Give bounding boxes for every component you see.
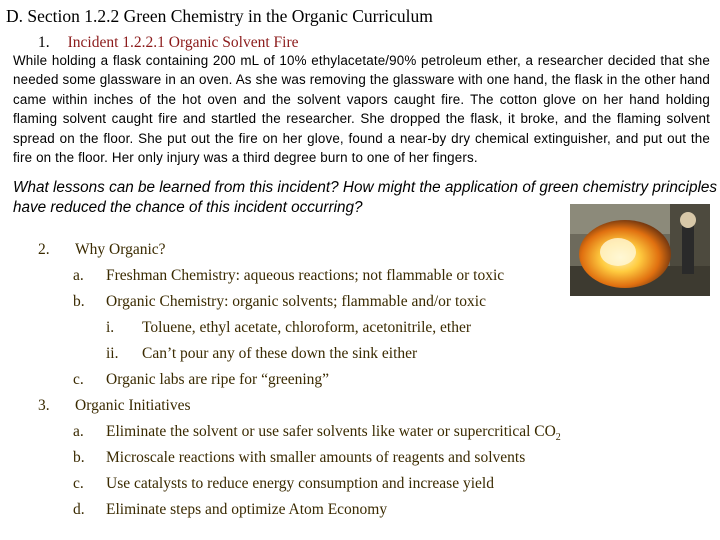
list-marker: c. (73, 475, 84, 492)
list-marker: b. (73, 449, 85, 466)
list-marker: a. (73, 423, 84, 440)
why-organic-heading: Why Organic? (75, 241, 166, 258)
list-marker: ii. (106, 345, 119, 362)
list-marker: b. (73, 293, 85, 310)
list-item (106, 423, 561, 443)
initiatives-heading: Organic Initiatives (75, 397, 191, 414)
list-marker: d. (73, 501, 85, 518)
initiatives-number: 3. (38, 397, 50, 414)
section-title: D. Section 1.2.2 Green Chemistry in the Organic Curriculum (6, 6, 433, 26)
list-marker: c. (73, 371, 84, 388)
list-item: Organic Chemistry: organic solvents; flammable and/or toxic (106, 293, 486, 310)
list-marker: a. (73, 267, 84, 284)
incident-paragraph: While holding a flask containing 200 mL of 10% ethylacetate/90% petroleum ether, a researcher decided that she needed some glassware in an oven. As she was removing the glassware with one hand, the flask in the other hand came within inches of the hot oven and the solvent vapors caught fire. The cotton glove on her hand holding flaming solvent caught fire and startled the researcher. She dropped the flask, it broke, and the flaming solvent spread on the floor. She put out the fire on her glove, found a near-by dry chemical extinguisher, and put out the fire on the floor. Her only injury was a third degree burn to one of her fingers. (13, 53, 710, 166)
list-item: Microscale reactions with smaller amounts of reagents and solvents (106, 449, 526, 466)
incident-title: Incident 1.2.2.1 Organic Solvent Fire (67, 34, 299, 51)
list-item: Toluene, ethyl acetate, chloroform, acetonitrile, ether (142, 319, 471, 336)
lab-fire-image (570, 204, 710, 296)
list-item: Organic labs are ripe for “greening” (106, 371, 330, 388)
lab-fire-photo (570, 204, 710, 296)
list-item: Use catalysts to reduce energy consumption and increase yield (106, 475, 494, 492)
incident-number: 1. (38, 34, 50, 51)
incident-heading (38, 34, 299, 52)
incident-question: What lessons can be learned from this incident? How might the application of green chemistry principles have reduced the chance of this incident occurring? (13, 179, 718, 216)
list-item: Eliminate steps and optimize Atom Economy (106, 501, 388, 518)
list-marker: i. (106, 319, 115, 336)
list-item-text: Eliminate the solvent or use safer solvents like water or supercritical CO (106, 423, 556, 440)
why-organic-number: 2. (38, 241, 50, 258)
subscript: 2 (555, 432, 561, 443)
list-item: Can’t pour any of these down the sink either (142, 345, 418, 362)
list-item: Freshman Chemistry: aqueous reactions; not flammable or toxic (106, 267, 505, 284)
